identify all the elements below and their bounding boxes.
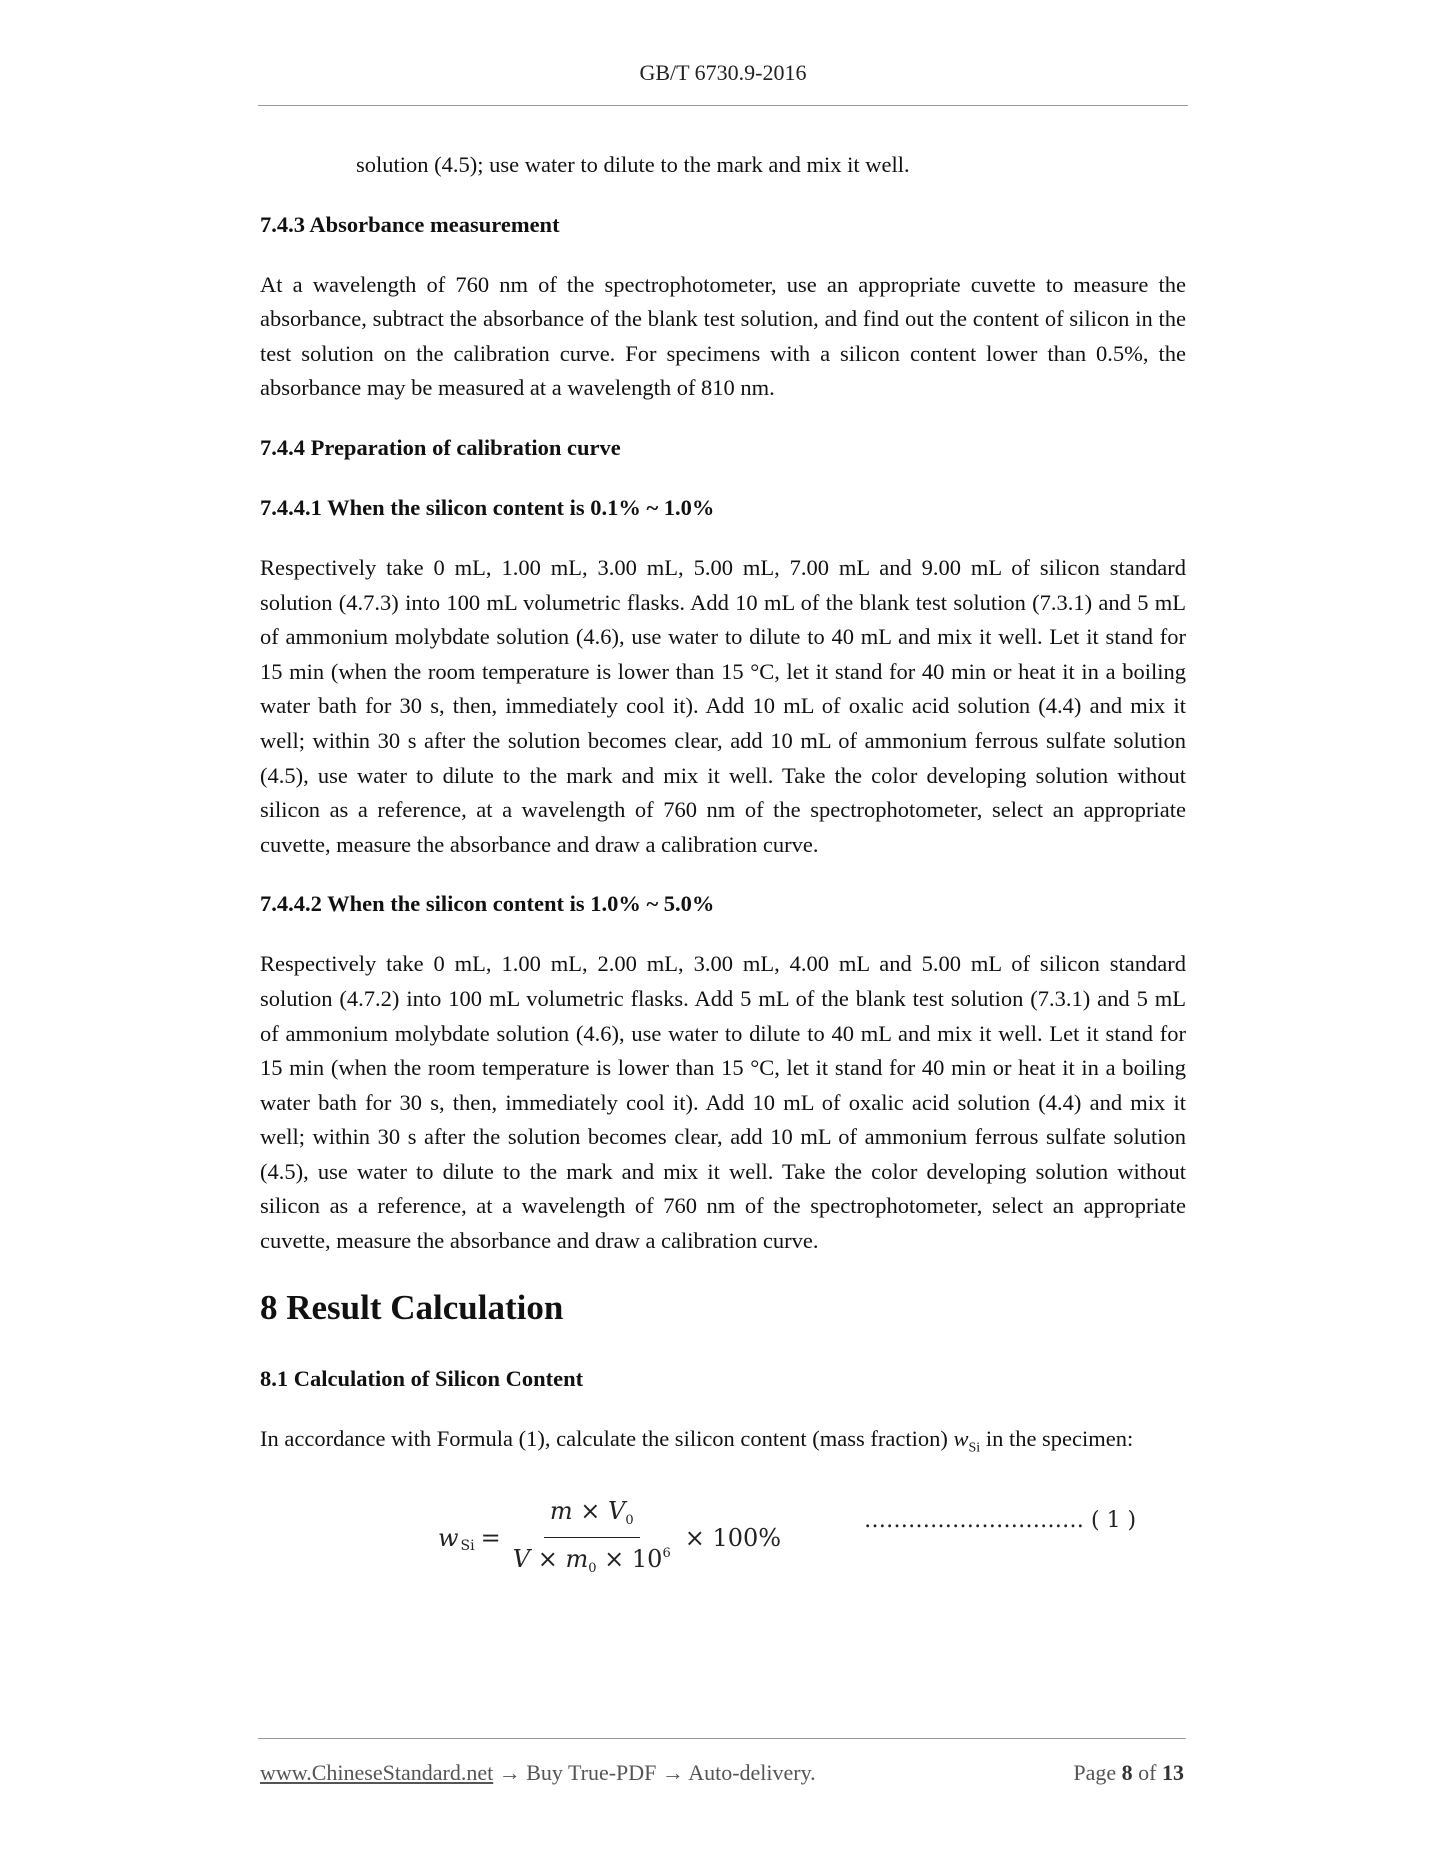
page-footer [260,1760,1184,1786]
continuation-line: solution (4.5); use water to dilute to the mark and mix it well. [356,152,910,177]
intro-symbol: w [953,1425,969,1451]
den-times-1: × [537,1545,558,1574]
den-m: m [565,1545,589,1574]
num-V-sub: 0 [625,1512,634,1528]
footer-website-link[interactable]: www.ChineseStandard.net [260,1760,494,1785]
subsection-intro [260,1422,1186,1466]
num-V: V [608,1496,626,1525]
subsection-heading-8-1: 8.1 Calculation of Silicon Content [260,1365,584,1391]
formula-number: ………………………… ( 1 ) [864,1507,1137,1533]
den-V: V [512,1545,531,1574]
section-heading-7-4-3: 7.4.3 Absorbance measurement [260,211,560,237]
section-heading-7-4-4-2: 7.4.4.2 When the silicon content is 1.0% ~ 5.0% [260,891,715,917]
footer-tagline: → Buy True-PDF → Auto-delivery. [493,1760,816,1785]
section-paragraph-7-4-4-2: Respectively take 0 mL, 1.00 mL, 2.00 mL, 3.00 mL, 4.00 mL and 5.00 mL of silicon standard solution (4.7.2) into 100 mL volumetric flasks. Add 5 mL of the blank test solution (7.3.1) and 5 mL of ammonium molybdate solution (4.6), use water to dilute to 40 mL and mix it well. Let it stand for 15 min (when the room temperature is lower than 15 °C, let it stand for 40 min or heat it in a boiling water bath for 30 s, then, immediately cool it). Add 10 mL of oxalic acid solution (4.4) and mix it well; within 30 s after the solution becomes clear, add 10 mL of ammonium ferrous sulfate solution (4.5), use water to dilute to the mark and mix it well. Take the color developing solution without silicon as a reference, at a wavelength of 760 nm of the spectrophotometer, select an appropriate cuvette, measure the absorbance and draw a calibration curve. [260,951,1186,1254]
page-total: 13 [1162,1760,1184,1785]
page-label: Page [1073,1760,1117,1785]
den-m-sub: 0 [588,1561,597,1577]
document-body [260,148,1186,1586]
formula-fraction [507,1494,677,1582]
footer-divider [258,1738,1186,1739]
formula-1 [438,1494,781,1582]
formula-lhs-sub: Si [460,1537,475,1554]
num-m: m [549,1496,573,1525]
formula-numerator [544,1494,640,1539]
page-current: 8 [1121,1760,1133,1785]
section-paragraph-7-4-4-1: Respectively take 0 mL, 1.00 mL, 3.00 mL, 5.00 mL, 7.00 mL and 9.00 mL of silicon standard solution (4.7.3) into 100 mL volumetric flasks. Add 10 mL of the blank test solution (7.3.1) and 5 mL of ammonium molybdate solution (4.6), use water to dilute to 40 mL and mix it well. Let it stand for 15 min (when the room temperature is lower than 15 °C, let it stand for 40 min or heat it in a boiling water bath for 30 s, then, immediately cool it). Add 10 mL of oxalic acid solution (4.4) and mix it well; within 30 s after the solution becomes clear, add 10 mL of ammonium ferrous sulfate solution (4.5), use water to dilute to the mark and mix it well. Take the color developing solution without silicon as a reference, at a wavelength of 760 nm of the spectrophotometer, select an appropriate cuvette, measure the absorbance and draw a calibration curve. [260,554,1186,857]
section-heading-7-4-4: 7.4.4 Preparation of calibration curve [260,434,621,460]
intro-symbol-sub: Si [968,1440,981,1456]
den-times-2: × [604,1545,625,1574]
formula-denominator [507,1538,677,1582]
formula-equals: = [480,1523,501,1552]
section-paragraph-7-4-3: At a wavelength of 760 nm of the spectrophotometer, use an appropriate cuvette to measure the absorbance, subtract the absorbance of the blank test solution, and find out the content of silicon in the test solution on the calibration curve. For specimens with a silicon content lower than 0.5%, the absorbance may be measured at a wavelength of 810 nm. [260,271,1186,401]
intro-text-after: in the specimen: [980,1425,1134,1451]
intro-text-before: In accordance with Formula (1), calculate the silicon content (mass fraction) [260,1425,954,1451]
num-times: × [580,1496,601,1525]
den-ten-sup: 6 [662,1546,671,1562]
header-divider [258,105,1188,106]
formula-lhs: w [438,1523,459,1552]
page-number [1073,1760,1184,1786]
section-heading-7-4-4-1: 7.4.4.1 When the silicon content is 0.1% ~ 1.0% [260,494,715,520]
formula-times-percent: × 100% [684,1523,782,1552]
chapter-title: 8 Result Calculation [260,1287,564,1327]
formula-block [260,1486,1186,1586]
page-of: of [1138,1760,1157,1785]
page-header-title: GB/T 6730.9-2016 [639,60,807,85]
footer-left [260,1760,816,1786]
den-ten: 10 [631,1545,663,1574]
